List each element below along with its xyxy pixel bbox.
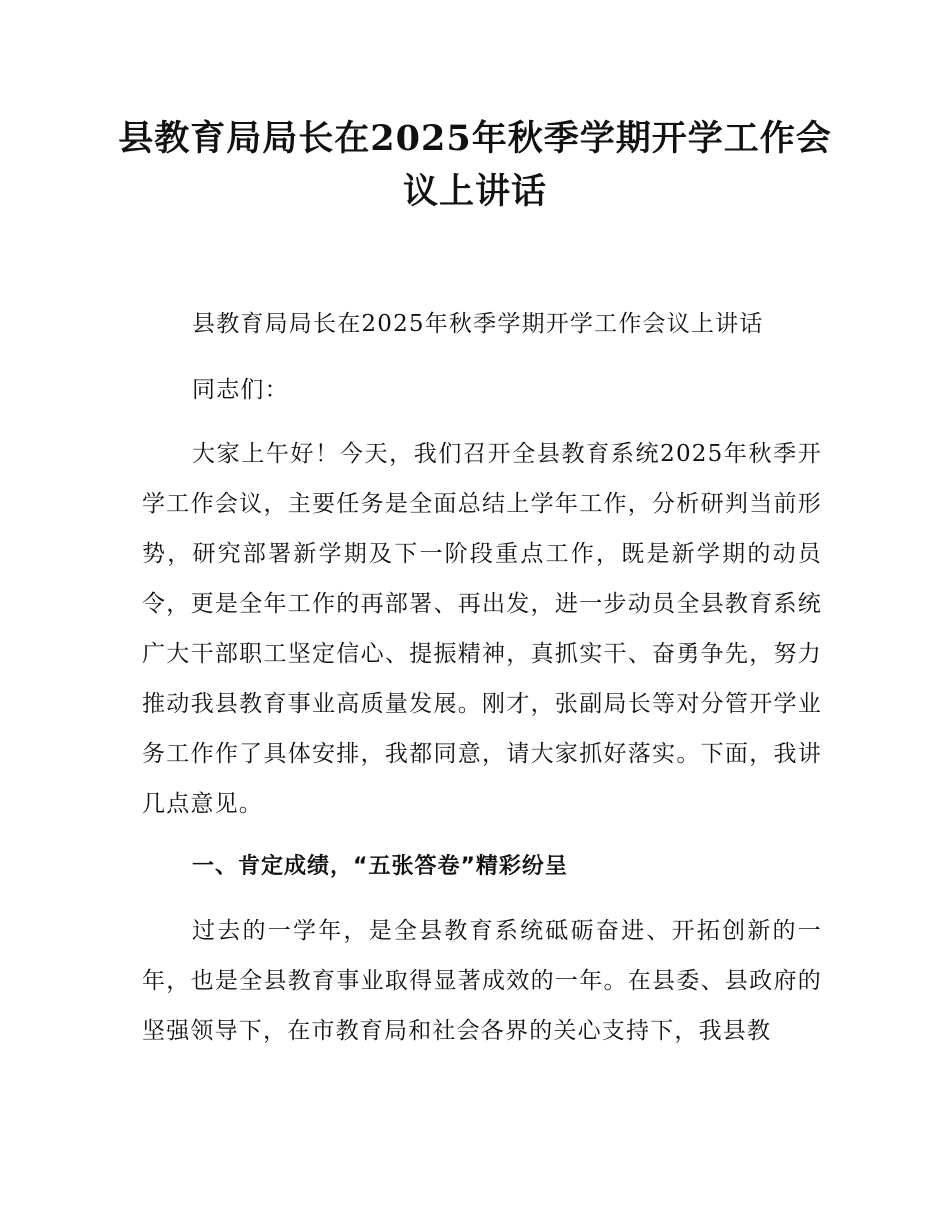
- section-1-paragraph: 过去的一学年，是全县教育系统砥砺奋进、开拓创新的一年，也是全县教育事业取得显著成效的一年。在县委、县政府的坚强领导下，在市教育局和社会各界的关心支持下，我县教: [142, 918, 822, 1044]
- document-title: 县教育局局长在2025年秋季学期开学工作会议上讲话: [118, 118, 832, 212]
- greeting-paragraph: 同志们：: [192, 377, 289, 403]
- section-heading-1: 一、肯定成绩，“五张答卷”精彩纷呈: [192, 854, 568, 879]
- speech-subtitle: 县教育局局长在2025年秋季学期开学工作会议上讲话: [192, 311, 764, 337]
- intro-paragraph: 大家上午好！今天，我们召开全县教育系统2025年秋季开学工作会议，主要任务是全面总结上学年工作，分析研判当前形势，研究部署新学期及下一阶段重点工作，既是新学期的动员令，更是全年工作的再部署、再出发，进一步动员全县教育系统广大干部职工坚定信心、提振精神，真抓实干、奋勇争先，努力推动我县教育事业高质量发展。刚才，张副局长等对分管开学业务工作作了具体安排，我都同意，请大家抓好落实。下面，我讲几点意见。: [142, 441, 822, 817]
